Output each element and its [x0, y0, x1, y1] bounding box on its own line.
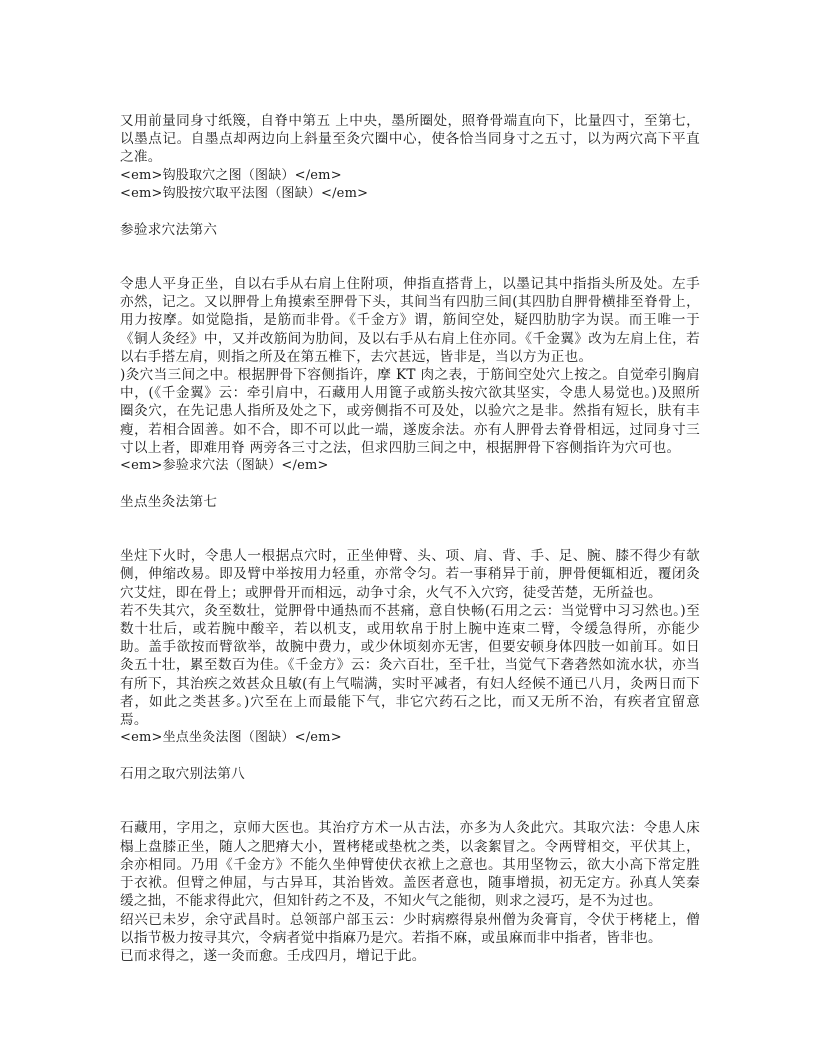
paragraph: 已而求得之，遂一灸而愈。壬戌四月，增记于此。 [120, 947, 426, 964]
spacer [120, 475, 700, 493]
section-heading-8: 石用之取穴别法第八 [120, 766, 246, 783]
spacer [120, 783, 700, 819]
section-heading-7: 坐点坐灸法第七 [120, 494, 218, 511]
paragraph: )灸穴当三间之中。根据胛骨下容侧指许，摩 KT 肉之表，于筋间空处穴上按之。自觉牵引胸肩中，(《千金翼》云：牵引肩中，石藏用人用篦子或筋头按穴欲其坚实，令患人易觉也。)及照所圈灸穴，在先记患人指所及处之下，或旁侧指不可及处，以验穴之是非。然指有短长，肤有丰瘦，若相合固善。如不合，即不可以此一端，遂废余法。亦有人胛骨去脊骨相远，过同身寸三寸以上者，即难用脊 两旁各三寸之法，但求四肋三间之中，根据胛骨下容侧指许为穴可也。 [120, 367, 700, 456]
paragraph: 若不失其穴，灸至数壮，觉胛骨中通热而不甚痛，意自快畅(石用之云：当觉臂中习习然也。)至数十壮后，或若腕中酸辛，若以机支，或用软帛于肘上腕中连束二臂，令缓急得所，亦能少助。盖手欲按而臂欲举，故腕中费力，或少休顷刻亦无害，但要安顿身体四肢一如前耳。如日灸五十壮，累至数百为佳。《千金方》云：灸六百壮，至千壮，当觉气下砻砻然如流水状，亦当有所下，其治疾之效甚众且敏(有上气喘满，实时平减者，有妇人经候不通已八月，灸两日而下者，如此之类甚多。)穴至在上而最能下气，非它穴药石之比，而又无所不治，有疾者宜留意焉。 [120, 602, 700, 729]
section-heading-6: 参验求穴法第六 [120, 222, 218, 239]
spacer [120, 511, 700, 547]
figure-caption: <em>参验求穴法（图缺）</em> [120, 458, 329, 474]
spacer [120, 239, 700, 275]
spacer [120, 203, 700, 221]
document-page [120, 112, 700, 965]
paragraph: 石藏用，字用之，京师大医也。其治疗方术一从古法，亦多为人灸此穴。其取穴法：令患人床榻上盘膝正坐，随人之肥瘠大小，置栲栳或垫枕之类，以衾絮冒之。令两臂相交，平伏其上，余亦相同。乃用《千金方》不能久坐伸臂使伏衣袱上之意也。其用坚物云，欲大小高下常定胜于衣袱。但臂之伸屈，与古异耳，其治皆效。盖医者意也，随事增损，初无定方。孙真人笑秦缓之拙，不能求得此穴，但知针药之不及，不知火气之能彻，则求之浸巧，是不为过也。 [120, 820, 700, 910]
figure-caption: <em>钩股按穴取平法图（图缺）</em> [120, 185, 369, 201]
spacer [120, 747, 700, 765]
paragraph: 令患人平身正坐，自以右手从右肩上住附项，伸指直搭背上，以墨记其中指指头所及处。左手亦然，记之。又以胛骨上角摸索至胛骨下头，其间当有四肋三间(其四肋自胛骨横排至脊骨上，用力按摩。如觉隐指，是筋而非骨。《千金方》谓，筋间空处，疑四肋肋字为误。而王唯一于《铜人灸经》中，又并改筋间为肋间，及以右手从右肩上住亦同。《千金翼》改为左肩上住，若以右手搭左肩，则指之所及在第五椎下，去穴甚远，皆非是，当以方为正也。 [120, 276, 700, 365]
figure-caption: <em>钩股取穴之图（图缺）</em> [120, 167, 342, 183]
figure-caption: <em>坐点坐灸法图（图缺）</em> [120, 730, 342, 746]
paragraph: 绍兴已未岁，余守武昌时。总领部户部玉云：少时病瘵得泉州僧为灸膏肓，令伏于栲栳上，僧以指节极力按寻其穴，令病者觉中指麻乃是穴。若指不麻，或虽麻而非中指者，皆非也。 [120, 911, 700, 946]
paragraph: 又用前量同身寸纸篾，自脊中第五 上中央，墨所圈处，照脊骨端直向下，比量四寸，至第七，以墨点记。自墨点却两边向上斜量至灸穴圈中心，使各恰当同身寸之五寸，以为两穴高下平直之准。 [120, 113, 700, 166]
paragraph: 坐炷下火时，令患人一根据点穴时，正坐伸臂、头、项、肩、背、手、足、腕、膝不得少有欹侧，伸缩改易。即及臂中举按用力轻重，亦常令匀。若一事稍异于前，胛骨便辄相近，覆闭灸穴艾炷，即在骨上；或胛骨开而相远，动争寸余，火气不入穴窍，徒受苦楚，无所益也。 [120, 548, 700, 601]
